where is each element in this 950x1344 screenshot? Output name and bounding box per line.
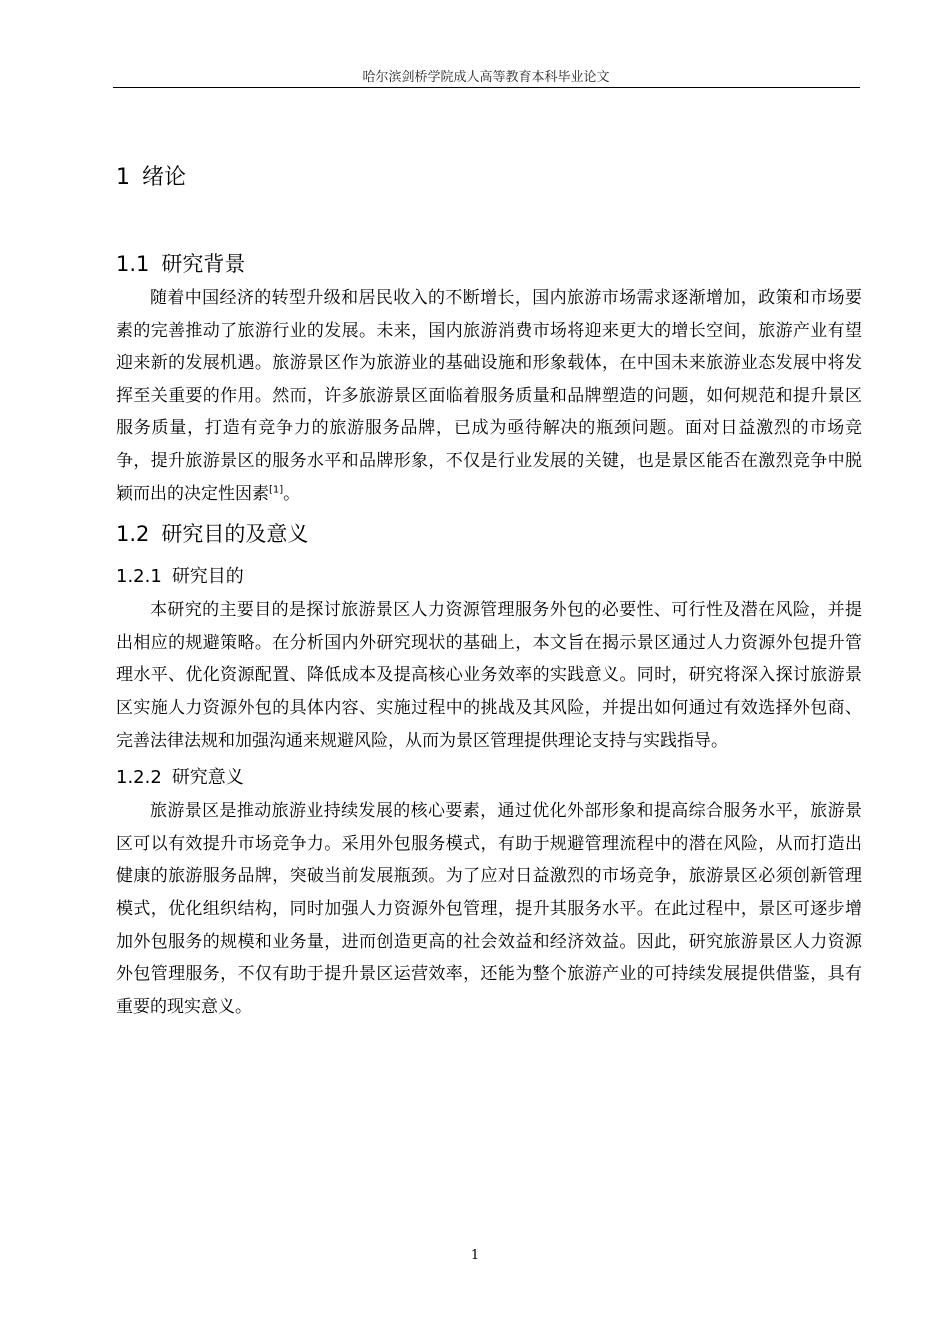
chapter-number: 1 xyxy=(116,165,130,190)
subsection-number: 1.2.1 xyxy=(116,566,162,588)
subsection-heading-1-2-1 xyxy=(116,560,862,594)
section-heading-1-1 xyxy=(116,246,862,282)
section-title: 研究目的及意义 xyxy=(161,522,309,547)
header-rule xyxy=(113,87,860,88)
paragraph-purpose: 本研究的主要目的是探讨旅游景区人力资源管理服务外包的必要性、可行性及潜在风险，并提出相应的规避策略。在分析国内外研究现状的基础上，本文旨在揭示景区通过人力资源外包提升管理水平、优化资源配置、降低成本及提高核心业务效率的实践意义。同时，研究将深入探讨旅游景区实施人力资源外包的具体内容、实施过程中的挑战及其风险，并提出如何通过有效选择外包商、完善法律法规和加强沟通来规避风险，从而为景区管理提供理论支持与实践指导。 xyxy=(116,600,862,751)
paragraph-significance: 旅游景区是推动旅游业持续发展的核心要素，通过优化外部形象和提高综合服务水平，旅游景区可以有效提升市场竞争力。采用外包服务模式，有助于规避管理流程中的潜在风险，从而打造出健康的旅游服务品牌，突破当前发展瓶颈。为了应对日益激烈的市场竞争，旅游景区必须创新管理模式，优化组织结构，同时加强人力资源外包管理，提升其服务水平。在此过程中，景区可逐步增加外包服务的规模和业务量，进而创造更高的社会效益和经济效益。因此，研究旅游景区人力资源外包管理服务，不仅有助于提升景区运营效率，还能为整个旅游产业的可持续发展提供借鉴，具有重要的现实意义。 xyxy=(116,801,862,1017)
page-content xyxy=(116,158,862,1023)
section-title: 研究背景 xyxy=(161,252,246,276)
section-number: 1.1 xyxy=(116,252,150,276)
paragraph-background xyxy=(116,282,862,510)
subsection-title: 研究意义 xyxy=(171,767,244,789)
citation-reference[interactable]: [1] xyxy=(269,483,284,495)
section-number: 1.2 xyxy=(116,522,150,547)
subsection-heading-1-2-2 xyxy=(116,761,862,795)
subsection-number: 1.2.2 xyxy=(116,767,162,789)
section-heading-1-2 xyxy=(116,516,862,552)
paragraph-end: 。 xyxy=(283,483,301,504)
page-number: 1 xyxy=(470,1248,480,1263)
chapter-heading xyxy=(116,158,862,198)
paragraph-text: 随着中国经济的转型升级和居民收入的不断增长，国内旅游市场需求逐渐增加，政策和市场要素的完善推动了旅游行业的发展。未来，国内旅游消费市场将迎来更大的增长空间，旅游产业有望迎来新的发展机遇。旅游景区作为旅游业的基础设施和形象载体，在中国未来旅游业态发展中将发挥至关重要的作用。然而，许多旅游景区面临着服务质量和品牌塑造的问题，如何规范和提升景区服务质量，打造有竞争力的旅游服务品牌，已成为亟待解决的瓶颈问题。面对日益激烈的市场竞争，提升旅游景区的服务水平和品牌形象，不仅是行业发展的关键，也是景区能否在激烈竞争中脱颖而出的决定性因素 xyxy=(116,288,862,504)
running-header: 哈尔滨剑桥学院成人高等教育本科毕业论文 xyxy=(362,70,610,85)
subsection-title: 研究目的 xyxy=(171,566,244,588)
chapter-title: 绪论 xyxy=(142,165,187,190)
